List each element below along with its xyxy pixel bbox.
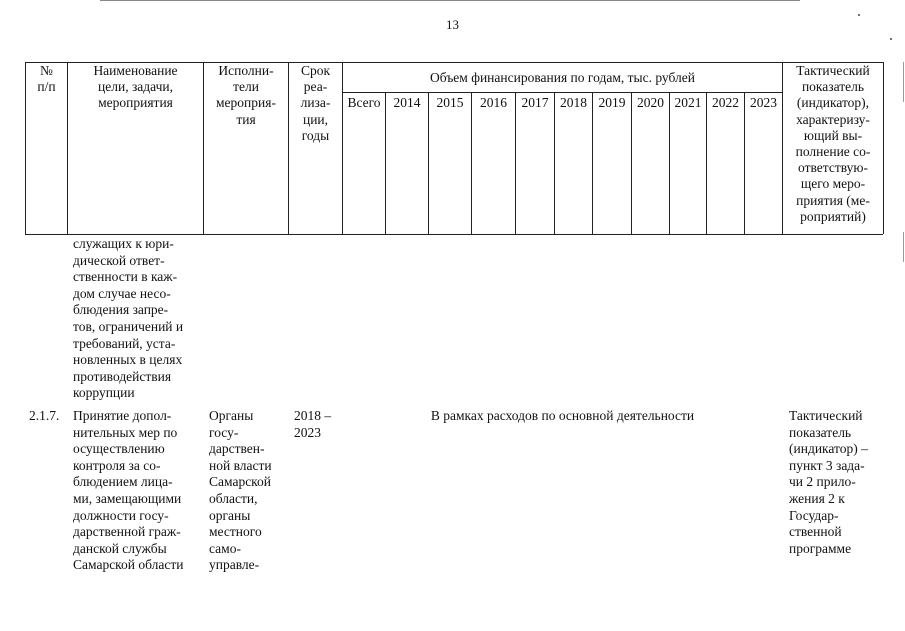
- text-line: осуществлению: [73, 441, 165, 457]
- header-indicator-line: Тактический: [796, 63, 870, 78]
- header-indicator-line: щего меро-: [800, 176, 866, 192]
- col-line: [744, 92, 745, 234]
- year-2015: 2015: [436, 95, 464, 110]
- header-num-line: п/п: [37, 79, 56, 95]
- year-2014: 2014: [393, 95, 421, 110]
- text-line: показатель: [789, 424, 852, 440]
- header-indicator-line: ющий вы-: [803, 127, 863, 143]
- text-line: чи 2 прило-: [789, 474, 856, 490]
- header-name-line: Наименование: [93, 63, 178, 78]
- header-term: [289, 63, 342, 144]
- col-line: [669, 92, 670, 234]
- header-name-line: мероприятия: [98, 95, 173, 111]
- text-line: управле-: [209, 557, 260, 573]
- scan-edge: [903, 62, 904, 102]
- header-num-line: №: [40, 63, 53, 78]
- header-indicator-line: ответствую-: [798, 160, 868, 176]
- continuation-text: [73, 236, 183, 402]
- text-line: блюдения запре-: [73, 302, 169, 318]
- col-line: [706, 92, 707, 234]
- row-term: [294, 408, 331, 441]
- header-indicator-line: (индикатор),: [796, 95, 870, 111]
- header-executors-line: мероприя-: [216, 95, 276, 111]
- years-separator: [342, 92, 782, 93]
- col-line: [428, 92, 429, 234]
- header-indicator-line: показатель: [801, 79, 865, 95]
- page-number: 13: [446, 17, 459, 32]
- col-line: [342, 62, 343, 234]
- header-executors-line: тели: [233, 79, 259, 95]
- text-line: коррупции: [73, 385, 135, 401]
- header-indicator: [783, 63, 883, 225]
- text-line: дарствен-: [209, 441, 265, 457]
- text-line: данской службы: [73, 540, 167, 556]
- col-line: [883, 62, 884, 234]
- text-line: (индикатор) –: [789, 441, 868, 457]
- col-line: [471, 92, 472, 234]
- table-border-bottom: [25, 234, 883, 235]
- col-line: [592, 92, 593, 234]
- text-line: Самарской: [209, 474, 272, 490]
- text-line: ственной: [789, 524, 842, 540]
- top-edge-line: [100, 0, 800, 1]
- header-term-line: реа-: [303, 79, 328, 95]
- header-executors-line: тия: [236, 111, 256, 127]
- text-line: госу-: [209, 424, 239, 440]
- row-executors: [209, 408, 272, 574]
- scan-edge: [903, 232, 904, 262]
- text-line: само-: [209, 540, 241, 556]
- year-2018: 2018: [560, 95, 587, 110]
- text-line: органы: [209, 507, 251, 523]
- text-line: 2023: [294, 424, 321, 440]
- text-line: 2018 –: [294, 408, 332, 423]
- year-2023: 2023: [750, 95, 777, 110]
- text-line: должности госу-: [73, 507, 169, 523]
- col-line: [515, 92, 516, 234]
- row-name: [73, 408, 184, 574]
- text-line: дической ответ-: [73, 252, 165, 268]
- header-funding-title: Объем финансирования по годам, тыс. рублей: [430, 70, 695, 85]
- header-indicator-line: роприятий): [800, 208, 866, 224]
- text-line: нительных мер по: [73, 424, 178, 440]
- text-line: дарственной граж-: [73, 524, 181, 540]
- text-line: служащих к юри-: [73, 236, 174, 251]
- header-name: [68, 63, 203, 112]
- text-line: ной власти: [209, 457, 272, 473]
- text-line: местного: [209, 524, 262, 540]
- row-number: 2.1.7.: [29, 408, 60, 423]
- text-line: новленных в целях: [73, 352, 183, 368]
- scan-speck: [890, 38, 892, 40]
- text-line: Самарской области: [73, 557, 184, 573]
- text-line: ственности в каж-: [73, 269, 178, 285]
- header-term-line: Срок: [300, 63, 331, 78]
- text-line: программе: [789, 540, 852, 556]
- header-term-line: лиза-: [300, 95, 331, 111]
- row-funding: В рамках расходов по основной деятельности: [430, 408, 695, 423]
- year-2017: 2017: [521, 95, 549, 110]
- text-line: блюдением лица-: [73, 474, 173, 490]
- text-line: противодействия: [73, 368, 172, 384]
- year-2022: 2022: [712, 95, 739, 110]
- header-executors: [204, 63, 288, 128]
- text-line: Органы: [209, 408, 254, 423]
- text-line: Государ-: [789, 507, 839, 523]
- header-indicator-line: приятия (ме-: [796, 192, 870, 208]
- year-2021: 2021: [674, 95, 702, 110]
- year-2019: 2019: [598, 95, 626, 110]
- text-line: тов, ограничений и: [73, 318, 184, 334]
- text-line: дом случае несо-: [73, 285, 171, 301]
- text-line: области,: [209, 490, 258, 506]
- header-executors-line: Исполни-: [218, 63, 274, 78]
- header-indicator-line: полнение со-: [795, 144, 871, 160]
- header-num: [26, 63, 67, 95]
- header-name-line: цели, задачи,: [98, 79, 173, 95]
- row-indicator: [789, 408, 868, 557]
- text-line: жения 2 к: [789, 490, 845, 506]
- text-line: пункт 3 зада-: [789, 457, 865, 473]
- text-line: требований, уста-: [73, 335, 176, 351]
- text-line: ми, замещающими: [73, 490, 182, 506]
- col-line: [385, 92, 386, 234]
- text-line: Тактический: [789, 408, 863, 423]
- scan-speck: [858, 14, 860, 16]
- year-2020: 2020: [637, 95, 664, 110]
- year-total: Всего: [347, 95, 381, 110]
- text-line: контроля за со-: [73, 457, 161, 473]
- header-indicator-line: характеризу-: [796, 111, 870, 127]
- header-term-line: ции,: [302, 111, 329, 127]
- year-2016: 2016: [480, 95, 507, 110]
- text-line: Принятие допол-: [73, 408, 172, 423]
- col-line: [631, 92, 632, 234]
- header-term-line: годы: [301, 127, 330, 143]
- col-line: [554, 92, 555, 234]
